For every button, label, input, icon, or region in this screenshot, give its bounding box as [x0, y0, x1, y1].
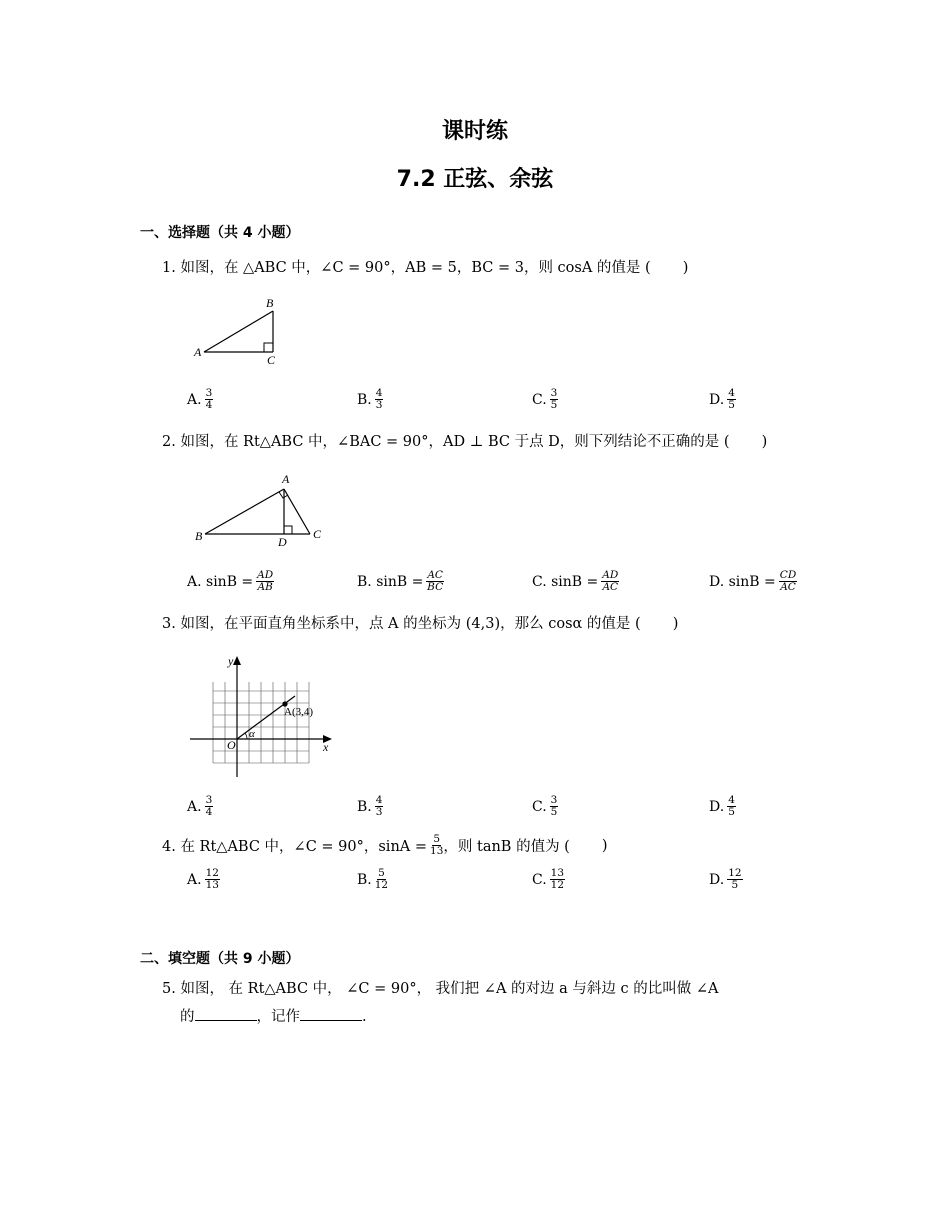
- right-angle-mark-d: [284, 526, 292, 534]
- label-b: B: [266, 296, 274, 310]
- question-4-stem: 4. 在 Rt△ABC 中，∠C = 90°，sinA = $\frac{5}{13}$ ，则 tanB 的值为 ( ): [162, 833, 608, 858]
- question-4-text-after: ，则 tanB 的值为 (: [443, 839, 570, 856]
- page-subtitle: 7.2 正弦、余弦: [396, 167, 554, 192]
- q2-option-b[interactable]: B. sinB = $\frac{AC}{BC}$: [357, 569, 444, 594]
- q2-option-a[interactable]: A. sinB = $\frac{AD}{AB}$: [187, 569, 274, 594]
- y-axis-arrow: [233, 656, 241, 665]
- question-5-prefix: 的: [180, 1009, 195, 1025]
- question-5-middle: ，记作: [256, 1009, 300, 1025]
- q3-option-c[interactable]: C. $\frac{3}{5}$: [532, 794, 558, 819]
- q3-option-d[interactable]: D. $\frac{4}{5}$: [709, 794, 735, 819]
- label-b: B: [195, 529, 203, 543]
- triangle-side-ab: [204, 311, 273, 352]
- question-5: [162, 975, 812, 1031]
- question-3-stem: [162, 612, 678, 633]
- label-a: A: [282, 472, 290, 486]
- q1-option-d[interactable]: D. $\frac{4}{5}$: [709, 387, 735, 412]
- label-a: A: [194, 345, 202, 359]
- q3-option-b[interactable]: B. $\frac{4}{3}$: [357, 794, 383, 819]
- label-y: y: [228, 654, 234, 668]
- question-2-close: ): [761, 434, 768, 450]
- q1-option-b[interactable]: B. $\frac{4}{3}$: [357, 387, 383, 412]
- question-2-figure: [190, 470, 330, 550]
- question-1-close: ): [682, 260, 689, 276]
- label-origin: O: [227, 738, 236, 752]
- q4-option-c[interactable]: C. $\frac{13}{12}$: [532, 867, 565, 892]
- question-4-close: ): [601, 837, 608, 854]
- section-heading-fill: 二、填空题（共 9 小题）: [140, 951, 300, 967]
- q2-option-d[interactable]: D. sinB = $\frac{CD}{AC}$: [709, 569, 797, 594]
- q4-option-a[interactable]: A. $\frac{12}{13}$: [187, 867, 219, 892]
- answer-blank-1[interactable]: [195, 1006, 257, 1021]
- label-point-a: A(3,4): [284, 706, 314, 718]
- question-2-stem: [162, 430, 767, 451]
- q2-option-c[interactable]: C. sinB = $\frac{AD}{AC}$: [532, 569, 619, 594]
- q3-option-a[interactable]: A. $\frac{3}{4}$: [187, 794, 213, 819]
- question-3-figure: [185, 650, 340, 780]
- label-d: D: [278, 535, 287, 549]
- label-x: x: [323, 740, 329, 754]
- question-1-figure: [190, 292, 290, 368]
- question-3-close: ): [672, 616, 679, 632]
- question-4-text-before: 4. 在 Rt△ABC 中，∠C = 90°，sinA =: [162, 839, 428, 856]
- section-heading-choice: 一、选择题（共 4 小题）: [140, 225, 300, 241]
- label-c: C: [313, 527, 322, 541]
- angle-alpha-arc: [245, 733, 247, 739]
- right-angle-mark: [264, 343, 273, 352]
- question-3-text: 3. 如图，在平面直角坐标系中，点 A 的坐标为 (4,3)，那么 cosα 的值是 (: [162, 616, 641, 632]
- q1-option-c[interactable]: C. $\frac{3}{5}$: [532, 387, 558, 412]
- label-c: C: [267, 353, 276, 367]
- triangle-side-ba: [205, 489, 284, 534]
- question-1-stem: [162, 256, 688, 277]
- question-2-text: 2. 如图，在 Rt△ABC 中，∠BAC = 90°，AD ⊥ BC 于点 D，则下列结论不正确的是 (: [162, 434, 730, 450]
- answer-blank-2[interactable]: [300, 1006, 362, 1021]
- q4-option-d[interactable]: D. $\frac{12}{5}$: [709, 867, 742, 892]
- question-5-end: .: [362, 1009, 367, 1025]
- triangle-side-ac: [284, 489, 310, 534]
- question-1-text: 1. 如图，在 △ABC 中，∠C = 90°，AB = 5，BC = 3，则 cosA 的值是 (: [162, 260, 651, 276]
- q1-option-a[interactable]: A. $\frac{3}{4}$: [187, 387, 213, 412]
- page-title: 课时练: [441, 119, 508, 144]
- question-5-line1: 5. 如图， 在 Rt△ABC 中， ∠C = 90°， 我们把 ∠A 的对边 a 与斜边 c 的比叫做 ∠A: [162, 981, 719, 997]
- label-alpha: α: [249, 728, 255, 740]
- q4-option-b[interactable]: B. $\frac{5}{12}$: [357, 867, 389, 892]
